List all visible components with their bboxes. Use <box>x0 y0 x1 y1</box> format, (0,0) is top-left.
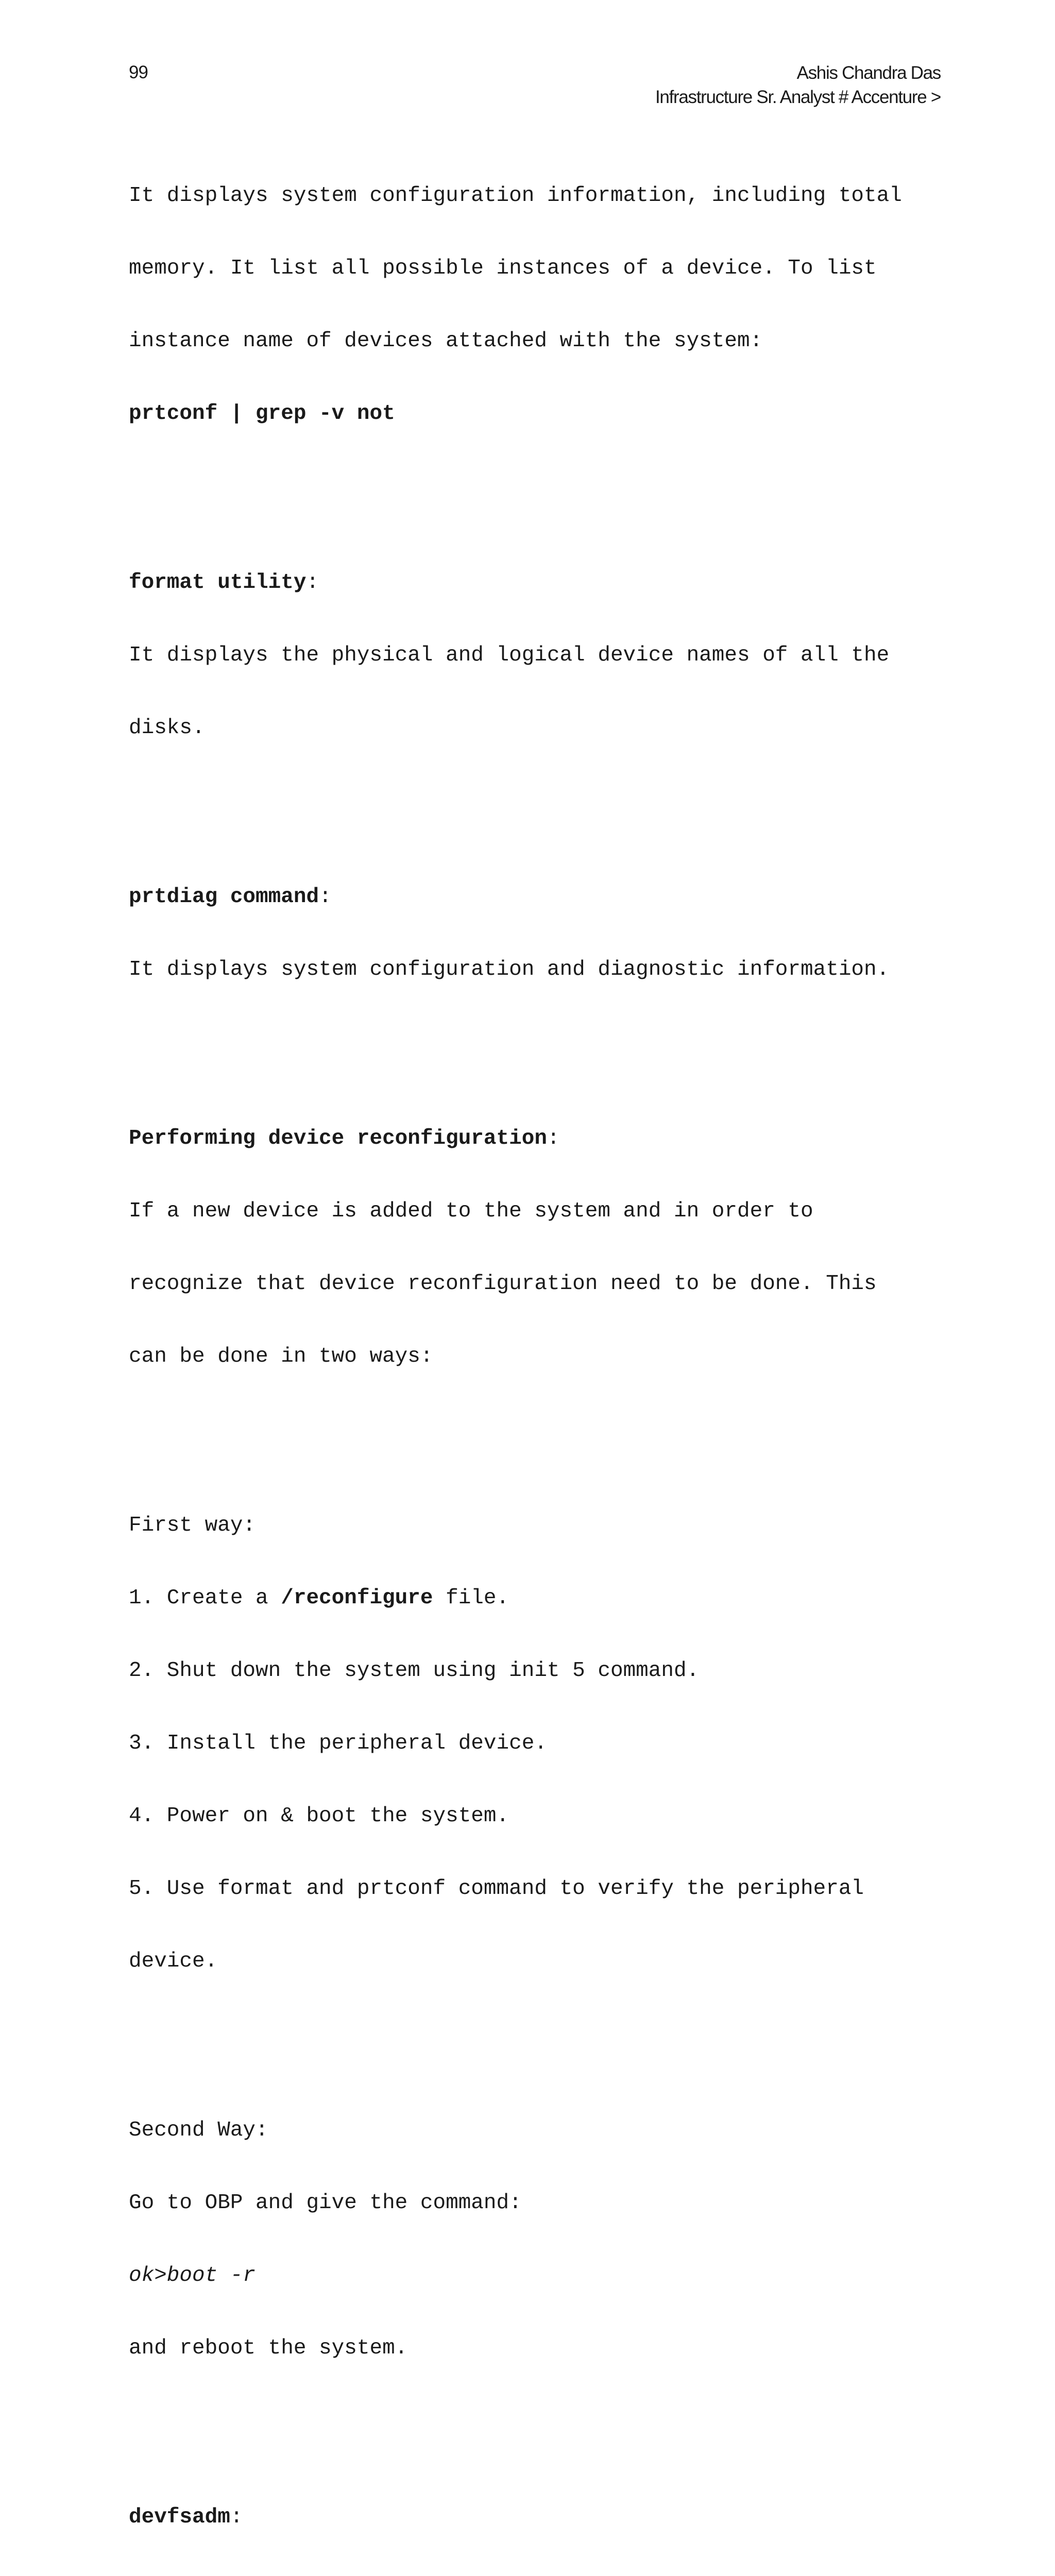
devfsadm-heading-line <box>129 2505 953 2530</box>
format-line-1: It displays the physical and logical device names of all the <box>129 643 890 667</box>
page-number: 99 <box>129 62 148 82</box>
prtconf-command: prtconf | grep -v not <box>129 402 395 426</box>
step-1-prefix: 1. Create a <box>129 1586 281 1610</box>
reconfig-line-3: can be done in two ways: <box>129 1345 433 1368</box>
prtconf-line-1: It displays system configuration information, including total <box>129 184 902 208</box>
prtdiag-heading-line <box>129 885 953 909</box>
body-text <box>129 135 953 2576</box>
reconfig-heading-line <box>129 1127 953 1151</box>
first-way-step-3: 3. Install the peripheral device. <box>129 1732 547 1755</box>
devfsadm-heading-colon: : <box>230 2505 243 2529</box>
reconfig-line-2: recognize that device reconfiguration need to be done. This <box>129 1272 877 1296</box>
first-way-title: First way: <box>129 1514 256 1537</box>
second-way-line-2: and reboot the system. <box>129 2336 408 2360</box>
reconfig-heading-colon: : <box>547 1127 560 1150</box>
author-role: Infrastructure Sr. Analyst # Accenture > <box>655 87 941 107</box>
reconfigure-file: /reconfigure <box>281 1586 433 1610</box>
prtdiag-line-1: It displays system configuration and diagnostic information. <box>129 958 890 981</box>
devfsadm-heading: devfsadm <box>129 2505 230 2529</box>
running-header <box>655 61 941 109</box>
second-way-line-1: Go to OBP and give the command: <box>129 2191 522 2215</box>
reconfig-line-1: If a new device is added to the system and in order to <box>129 1199 813 1223</box>
prtdiag-heading: prtdiag command <box>129 885 319 909</box>
second-way-title: Second Way: <box>129 2119 268 2142</box>
first-way-step-1 <box>129 1586 953 1611</box>
format-heading-line <box>129 571 953 595</box>
format-heading-colon: : <box>306 571 319 595</box>
first-way-step-5-line-1: 5. Use format and prtconf command to verify the peripheral <box>129 1877 864 1901</box>
reconfig-heading: Performing device reconfiguration <box>129 1127 547 1150</box>
prtconf-line-2: memory. It list all possible instances of a device. To list <box>129 257 877 280</box>
prtdiag-heading-colon: : <box>319 885 332 909</box>
step-1-suffix: file. <box>433 1586 509 1610</box>
format-line-2: disks. <box>129 716 205 740</box>
first-way-step-2: 2. Shut down the system using init 5 command. <box>129 1659 700 1683</box>
format-heading: format utility <box>129 571 307 595</box>
author-name: Ashis Chandra Das <box>796 63 941 83</box>
prtconf-line-3: instance name of devices attached with the system: <box>129 329 763 353</box>
obp-boot-command: ok>boot -r <box>129 2264 256 2287</box>
first-way-step-5-line-2: device. <box>129 1950 218 1973</box>
first-way-step-4: 4. Power on & boot the system. <box>129 1804 509 1828</box>
